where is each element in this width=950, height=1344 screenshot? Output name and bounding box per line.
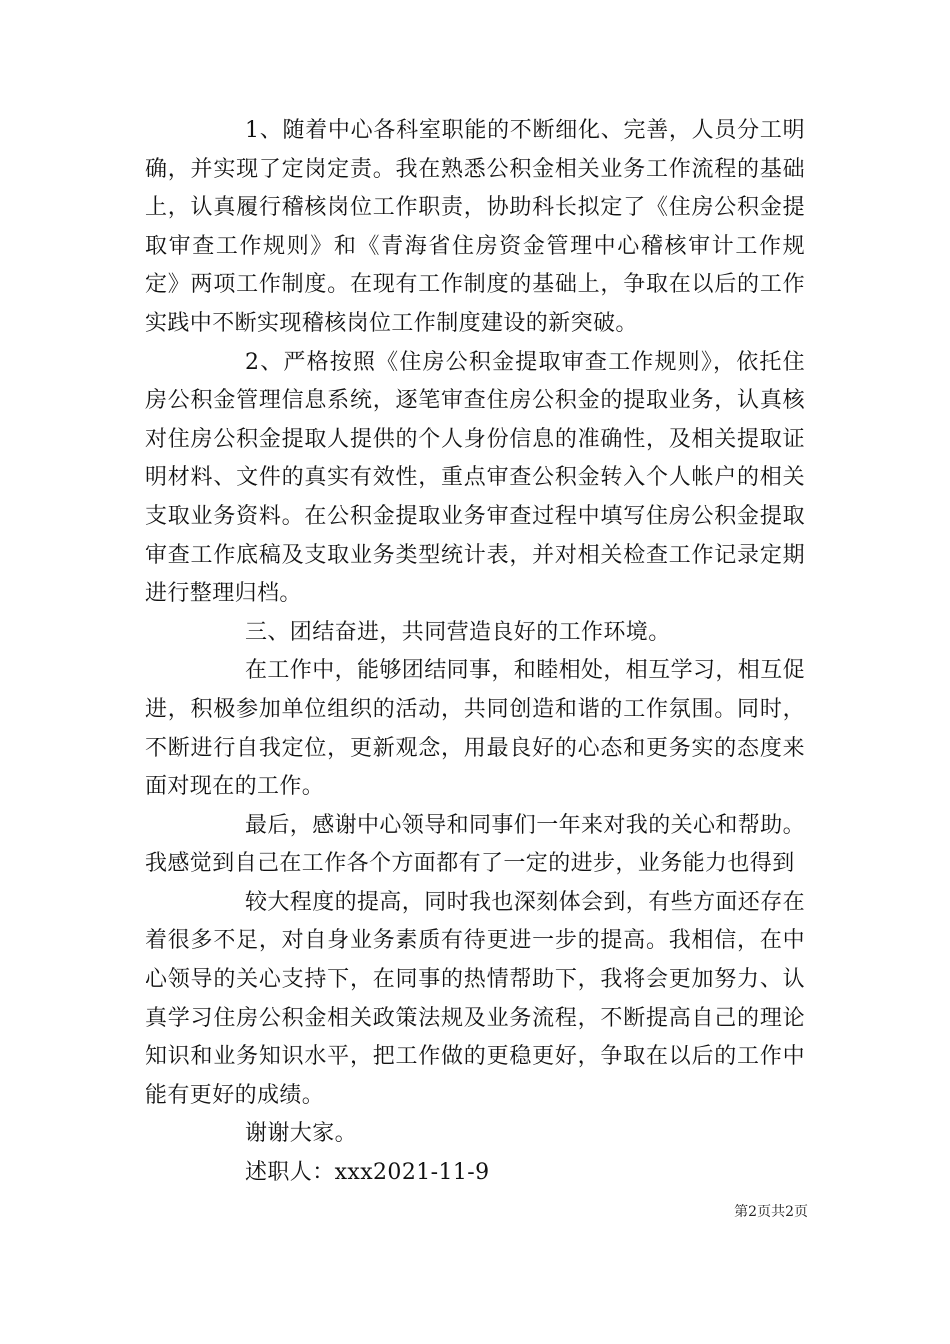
section-heading: 三、团结奋进，共同营造良好的工作环境。 [245, 619, 671, 645]
page-number-footer: 第2页共2页 [734, 1204, 808, 1220]
signature-line: 述职人：xxx2021-11-9 [245, 1160, 490, 1186]
paragraph-item-1: 1、随着中心各科室职能的不断细化、完善，人员分工明确，并实现了定岗定责。我在熟悉公积金相关业务工作流程的基础上，认真履行稽核岗位工作职责，协助科长拟定了《住房公积金提取审查工作规则》和《青海省住房资金管理中心稽核审计工作规定》两项工作制度。在现有工作制度的基础上，争取在以后的工作实践中不断实现稽核岗位工作制度建设的新突破。 [145, 118, 805, 336]
paragraph-item-2: 2、严格按照《住房公积金提取审查工作规则》，依托住房公积金管理信息系统，逐笔审查住房公积金的提取业务，认真核对住房公积金提取人提供的个人身份信息的准确性，及相关提取证明材料、文件的真实有效性，重点审查公积金转入个人帐户的相关支取业务资料。在公积金提取业务审查过程中填写住房公积金提取审查工作底稿及支取业务类型统计表，并对相关检查工作记录定期进行整理归档。 [145, 349, 805, 607]
paragraph-thanks: 最后，感谢中心领导和同事们一年来对我的关心和帮助。我感觉到自己在工作各个方面都有了一定的进步，业务能力也得到 [145, 812, 806, 877]
closing-thanks: 谢谢大家。 [245, 1121, 358, 1147]
document-body [145, 112, 805, 1193]
paragraph-reflection: 较大程度的提高，同时我也深刻体会到，有些方面还存在着很多不足，对自身业务素质有待更进一步的提高。我相信，在中心领导的关心支持下，在同事的热情帮助下，我将会更加努力、认真学习住房公积金相关政策法规及业务流程，不断提高自己的理论知识和业务知识水平，把工作做的更稳更好，争取在以后的工作中能有更好的成绩。 [145, 889, 806, 1108]
paragraph-teamwork: 在工作中，能够团结同事，和睦相处，相互学习，相互促进，积极参加单位组织的活动，共同创造和谐的工作氛围。同时，不断进行自我定位，更新观念，用最良好的心态和更务实的态度来面对现在的工作。 [145, 658, 806, 800]
